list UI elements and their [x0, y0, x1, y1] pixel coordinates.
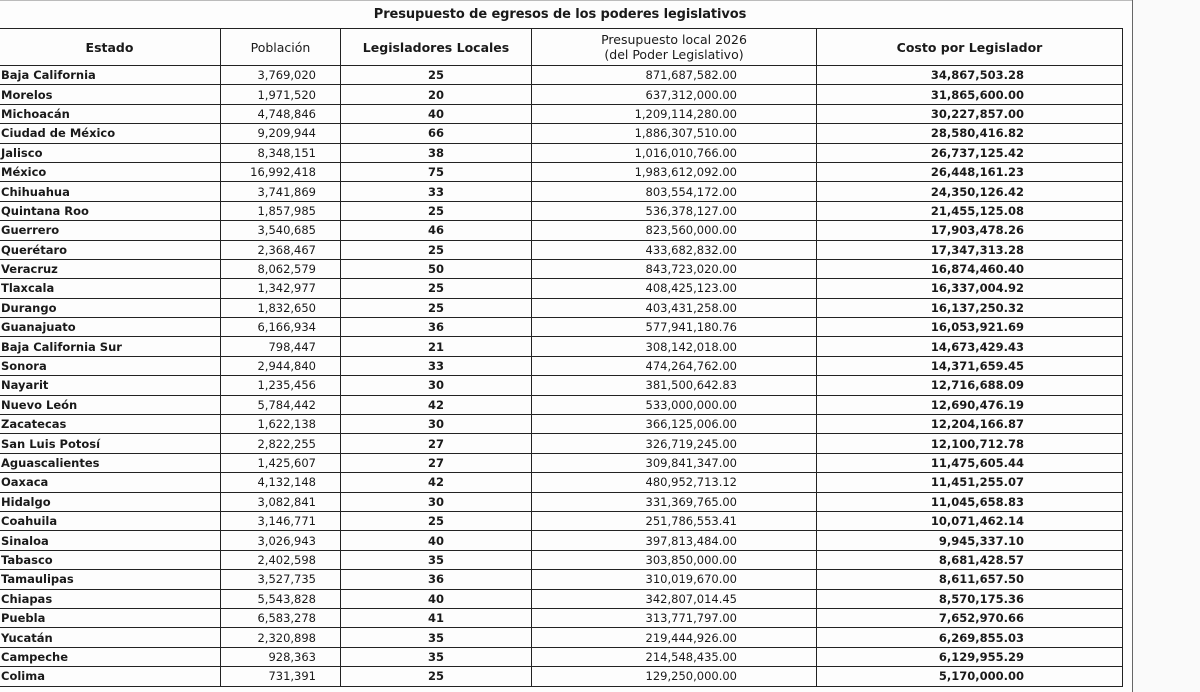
- cell-estado: Chihuahua: [0, 182, 221, 201]
- cell-costo: 10,071,462.14: [817, 511, 1123, 530]
- cell-costo: 26,737,125.42: [817, 143, 1123, 162]
- header-legisladores: Legisladores Locales: [341, 29, 532, 66]
- cell-costo: 11,475,605.44: [817, 453, 1123, 472]
- cell-estado: Puebla: [0, 608, 221, 627]
- table-row: [0, 376, 1123, 395]
- cell-legisladores: 50: [341, 259, 532, 278]
- table-row: [0, 647, 1123, 666]
- cell-presupuesto: 823,560,000.00: [532, 221, 817, 240]
- cell-costo: 17,347,313.28: [817, 240, 1123, 259]
- cell-costo: 8,681,428.57: [817, 550, 1123, 569]
- table-row: [0, 85, 1123, 104]
- cell-poblacion: 6,583,278: [221, 608, 341, 627]
- table-row: [0, 415, 1123, 434]
- cell-poblacion: 4,748,846: [221, 104, 341, 123]
- cell-poblacion: 3,146,771: [221, 511, 341, 530]
- cell-poblacion: 3,527,735: [221, 570, 341, 589]
- cell-estado: Michoacán: [0, 104, 221, 123]
- table-row: [0, 395, 1123, 414]
- cell-presupuesto: 309,841,347.00: [532, 453, 817, 472]
- header-row: [0, 29, 1123, 66]
- cell-presupuesto: 303,850,000.00: [532, 550, 817, 569]
- cell-costo: 7,652,970.66: [817, 608, 1123, 627]
- cell-legisladores: 41: [341, 608, 532, 627]
- cell-legisladores: 25: [341, 240, 532, 259]
- cell-presupuesto: 366,125,006.00: [532, 415, 817, 434]
- table-row: [0, 492, 1123, 511]
- cell-poblacion: 4,132,148: [221, 473, 341, 492]
- cell-estado: Nuevo León: [0, 395, 221, 414]
- cell-legisladores: 42: [341, 395, 532, 414]
- header-presupuesto: [532, 29, 817, 66]
- cell-estado: Colima: [0, 667, 221, 686]
- cell-presupuesto: 577,941,180.76: [532, 318, 817, 337]
- cell-presupuesto: 536,378,127.00: [532, 201, 817, 220]
- cell-costo: 17,903,478.26: [817, 221, 1123, 240]
- cell-estado: Veracruz: [0, 259, 221, 278]
- cell-legisladores: 27: [341, 453, 532, 472]
- cell-legisladores: 35: [341, 550, 532, 569]
- cell-presupuesto: 331,369,765.00: [532, 492, 817, 511]
- page-edge-line: [1132, 0, 1133, 692]
- cell-presupuesto: 214,548,435.00: [532, 647, 817, 666]
- cell-poblacion: 3,026,943: [221, 531, 341, 550]
- cell-estado: México: [0, 162, 221, 181]
- cell-costo: 12,204,166.87: [817, 415, 1123, 434]
- cell-costo: 16,053,921.69: [817, 318, 1123, 337]
- cell-estado: Morelos: [0, 85, 221, 104]
- cell-poblacion: 928,363: [221, 647, 341, 666]
- cell-presupuesto: 871,687,582.00: [532, 66, 817, 85]
- cell-legisladores: 25: [341, 667, 532, 686]
- cell-legisladores: 25: [341, 66, 532, 85]
- cell-costo: 8,570,175.36: [817, 589, 1123, 608]
- cell-costo: 34,867,503.28: [817, 66, 1123, 85]
- cell-poblacion: 1,832,650: [221, 298, 341, 317]
- table-row: [0, 550, 1123, 569]
- cell-presupuesto: 342,807,014.45: [532, 589, 817, 608]
- header-presupuesto-line1: Presupuesto local 2026: [601, 32, 747, 47]
- cell-costo: 8,611,657.50: [817, 570, 1123, 589]
- cell-costo: 12,690,476.19: [817, 395, 1123, 414]
- cell-poblacion: 3,741,869: [221, 182, 341, 201]
- legislative-budget-table: [0, 28, 1123, 687]
- cell-legisladores: 25: [341, 201, 532, 220]
- cell-poblacion: 9,209,944: [221, 124, 341, 143]
- cell-costo: 6,129,955.29: [817, 647, 1123, 666]
- cell-estado: San Luis Potosí: [0, 434, 221, 453]
- table-row: [0, 570, 1123, 589]
- cell-presupuesto: 533,000,000.00: [532, 395, 817, 414]
- cell-legisladores: 20: [341, 85, 532, 104]
- cell-presupuesto: 843,723,020.00: [532, 259, 817, 278]
- cell-poblacion: 5,784,442: [221, 395, 341, 414]
- cell-legisladores: 25: [341, 279, 532, 298]
- table-row: [0, 298, 1123, 317]
- cell-legisladores: 40: [341, 531, 532, 550]
- cell-costo: 21,455,125.08: [817, 201, 1123, 220]
- cell-poblacion: 1,235,456: [221, 376, 341, 395]
- cell-poblacion: 8,348,151: [221, 143, 341, 162]
- cell-legisladores: 30: [341, 376, 532, 395]
- table-row: [0, 279, 1123, 298]
- cell-poblacion: 6,166,934: [221, 318, 341, 337]
- cell-poblacion: 1,342,977: [221, 279, 341, 298]
- cell-poblacion: 1,857,985: [221, 201, 341, 220]
- cell-poblacion: 1,622,138: [221, 415, 341, 434]
- right-margin: [1133, 0, 1200, 692]
- cell-estado: Sinaloa: [0, 531, 221, 550]
- table-header: [0, 29, 1123, 66]
- cell-legisladores: 35: [341, 647, 532, 666]
- cell-estado: Jalisco: [0, 143, 221, 162]
- table-row: [0, 143, 1123, 162]
- table-row: [0, 240, 1123, 259]
- cell-presupuesto: 310,019,670.00: [532, 570, 817, 589]
- table-row: [0, 124, 1123, 143]
- table-row: [0, 356, 1123, 375]
- table-row: [0, 221, 1123, 240]
- cell-legisladores: 66: [341, 124, 532, 143]
- cell-presupuesto: 480,952,713.12: [532, 473, 817, 492]
- cell-estado: Tabasco: [0, 550, 221, 569]
- cell-poblacion: 16,992,418: [221, 162, 341, 181]
- top-border: [0, 0, 1200, 1]
- table-row: [0, 473, 1123, 492]
- cell-presupuesto: 326,719,245.00: [532, 434, 817, 453]
- cell-presupuesto: 433,682,832.00: [532, 240, 817, 259]
- table-row: [0, 531, 1123, 550]
- cell-costo: 30,227,857.00: [817, 104, 1123, 123]
- cell-poblacion: 731,391: [221, 667, 341, 686]
- cell-poblacion: 1,425,607: [221, 453, 341, 472]
- cell-presupuesto: 129,250,000.00: [532, 667, 817, 686]
- cell-estado: Nayarit: [0, 376, 221, 395]
- cell-legisladores: 33: [341, 182, 532, 201]
- cell-costo: 31,865,600.00: [817, 85, 1123, 104]
- cell-poblacion: 3,769,020: [221, 66, 341, 85]
- table-row: [0, 337, 1123, 356]
- cell-poblacion: 8,062,579: [221, 259, 341, 278]
- cell-poblacion: 3,082,841: [221, 492, 341, 511]
- table-row: [0, 511, 1123, 530]
- header-estado: Estado: [0, 29, 221, 66]
- cell-poblacion: 2,320,898: [221, 628, 341, 647]
- cell-legisladores: 75: [341, 162, 532, 181]
- cell-estado: Zacatecas: [0, 415, 221, 434]
- cell-presupuesto: 219,444,926.00: [532, 628, 817, 647]
- cell-poblacion: 2,402,598: [221, 550, 341, 569]
- cell-poblacion: 1,971,520: [221, 85, 341, 104]
- cell-poblacion: 2,368,467: [221, 240, 341, 259]
- table-row: [0, 201, 1123, 220]
- cell-estado: Tlaxcala: [0, 279, 221, 298]
- cell-estado: Oaxaca: [0, 473, 221, 492]
- table-row: [0, 182, 1123, 201]
- table-title: Presupuesto de egresos de los poderes legislativos: [373, 7, 747, 22]
- cell-estado: Chiapas: [0, 589, 221, 608]
- cell-legisladores: 27: [341, 434, 532, 453]
- table-row: [0, 608, 1123, 627]
- cell-legisladores: 42: [341, 473, 532, 492]
- cell-costo: 24,350,126.42: [817, 182, 1123, 201]
- table-row: [0, 434, 1123, 453]
- cell-legisladores: 36: [341, 318, 532, 337]
- cell-poblacion: 2,944,840: [221, 356, 341, 375]
- cell-presupuesto: 251,786,553.41: [532, 511, 817, 530]
- cell-estado: Yucatán: [0, 628, 221, 647]
- cell-legisladores: 40: [341, 104, 532, 123]
- table-body: [0, 66, 1123, 687]
- cell-costo: 12,716,688.09: [817, 376, 1123, 395]
- cell-presupuesto: 397,813,484.00: [532, 531, 817, 550]
- cell-costo: 16,337,004.92: [817, 279, 1123, 298]
- cell-costo: 9,945,337.10: [817, 531, 1123, 550]
- table-row: [0, 453, 1123, 472]
- table-row: [0, 589, 1123, 608]
- header-presupuesto-line2: (del Poder Legislativo): [604, 47, 744, 62]
- cell-legisladores: 40: [341, 589, 532, 608]
- cell-presupuesto: 637,312,000.00: [532, 85, 817, 104]
- cell-estado: Guanajuato: [0, 318, 221, 337]
- cell-presupuesto: 803,554,172.00: [532, 182, 817, 201]
- cell-estado: Sonora: [0, 356, 221, 375]
- cell-legisladores: 21: [341, 337, 532, 356]
- cell-presupuesto: 408,425,123.00: [532, 279, 817, 298]
- cell-costo: 6,269,855.03: [817, 628, 1123, 647]
- cell-costo: 14,673,429.43: [817, 337, 1123, 356]
- cell-estado: Quintana Roo: [0, 201, 221, 220]
- cell-estado: Querétaro: [0, 240, 221, 259]
- header-poblacion: Población: [221, 29, 341, 66]
- cell-presupuesto: 1,886,307,510.00: [532, 124, 817, 143]
- cell-estado: Baja California Sur: [0, 337, 221, 356]
- cell-costo: 16,874,460.40: [817, 259, 1123, 278]
- cell-legisladores: 33: [341, 356, 532, 375]
- cell-presupuesto: 308,142,018.00: [532, 337, 817, 356]
- cell-costo: 12,100,712.78: [817, 434, 1123, 453]
- header-costo: Costo por Legislador: [817, 29, 1123, 66]
- cell-costo: 26,448,161.23: [817, 162, 1123, 181]
- cell-estado: Tamaulipas: [0, 570, 221, 589]
- cell-estado: Hidalgo: [0, 492, 221, 511]
- cell-legisladores: 46: [341, 221, 532, 240]
- cell-presupuesto: 381,500,642.83: [532, 376, 817, 395]
- table-row: [0, 259, 1123, 278]
- cell-estado: Baja California: [0, 66, 221, 85]
- cell-presupuesto: 1,016,010,766.00: [532, 143, 817, 162]
- cell-poblacion: 3,540,685: [221, 221, 341, 240]
- table-row: [0, 104, 1123, 123]
- cell-legisladores: 30: [341, 492, 532, 511]
- table-row: [0, 667, 1123, 686]
- cell-legisladores: 30: [341, 415, 532, 434]
- cell-costo: 5,170,000.00: [817, 667, 1123, 686]
- cell-legisladores: 25: [341, 298, 532, 317]
- cell-presupuesto: 1,209,114,280.00: [532, 104, 817, 123]
- cell-legisladores: 38: [341, 143, 532, 162]
- cell-estado: Durango: [0, 298, 221, 317]
- table-row: [0, 318, 1123, 337]
- cell-estado: Campeche: [0, 647, 221, 666]
- cell-costo: 16,137,250.32: [817, 298, 1123, 317]
- cell-poblacion: 2,822,255: [221, 434, 341, 453]
- table-row: [0, 66, 1123, 85]
- cell-presupuesto: 403,431,258.00: [532, 298, 817, 317]
- cell-costo: 11,451,255.07: [817, 473, 1123, 492]
- cell-costo: 14,371,659.45: [817, 356, 1123, 375]
- cell-presupuesto: 1,983,612,092.00: [532, 162, 817, 181]
- cell-estado: Aguascalientes: [0, 453, 221, 472]
- cell-costo: 11,045,658.83: [817, 492, 1123, 511]
- cell-presupuesto: 313,771,797.00: [532, 608, 817, 627]
- cell-poblacion: 798,447: [221, 337, 341, 356]
- cell-legisladores: 25: [341, 511, 532, 530]
- cell-legisladores: 35: [341, 628, 532, 647]
- cell-poblacion: 5,543,828: [221, 589, 341, 608]
- cell-presupuesto: 474,264,762.00: [532, 356, 817, 375]
- cell-estado: Coahuila: [0, 511, 221, 530]
- table-row: [0, 162, 1123, 181]
- table-row: [0, 628, 1123, 647]
- cell-estado: Ciudad de México: [0, 124, 221, 143]
- cell-costo: 28,580,416.82: [817, 124, 1123, 143]
- cell-estado: Guerrero: [0, 221, 221, 240]
- cell-legisladores: 36: [341, 570, 532, 589]
